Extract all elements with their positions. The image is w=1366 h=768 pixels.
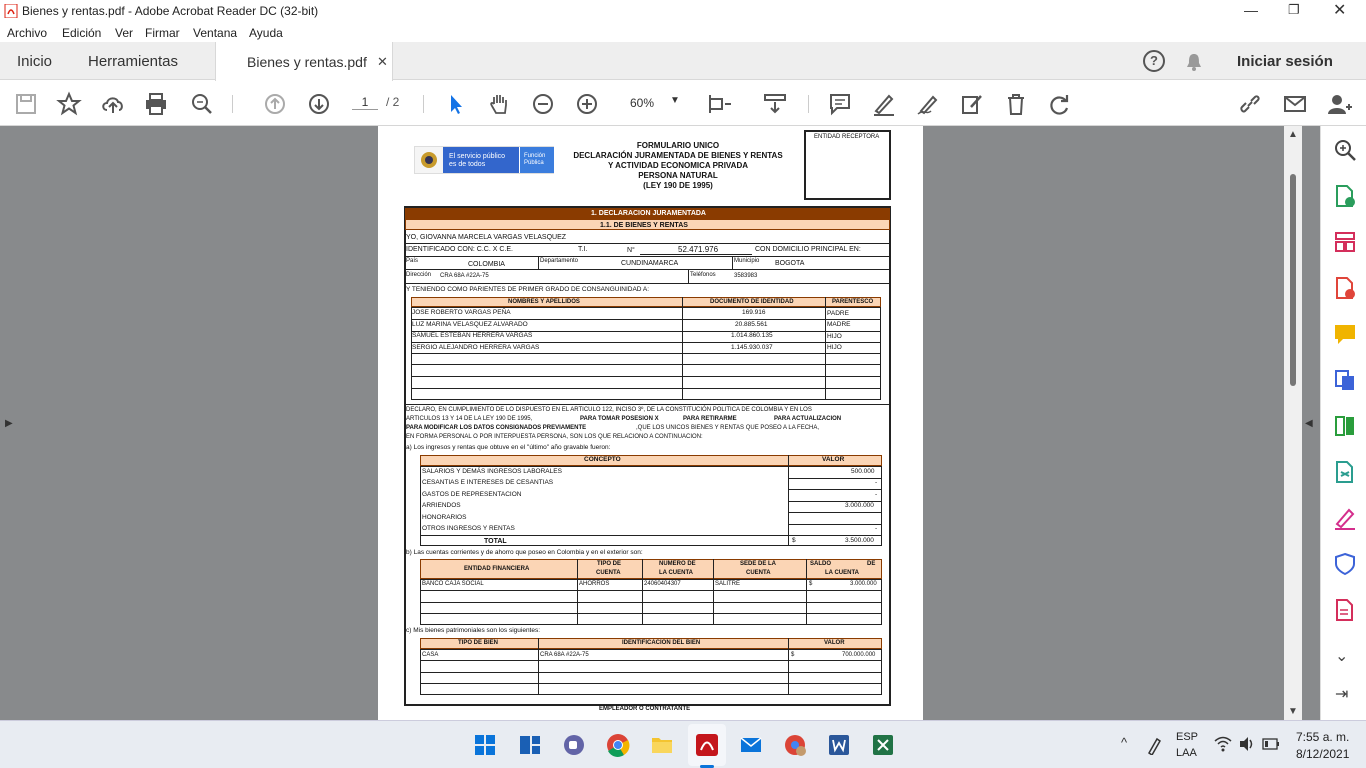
total-currency: $: [792, 537, 796, 544]
table-cell: MADRE: [827, 321, 851, 328]
minimize-button[interactable]: —: [1244, 2, 1258, 18]
tab-bar: [0, 42, 1366, 80]
row-line: [420, 602, 882, 603]
valor-cell: 500.000: [851, 468, 875, 475]
row-line: [405, 269, 890, 270]
valor-cell: 3.000.000: [845, 502, 874, 509]
table-cell: 1.014.860.135: [731, 332, 773, 339]
col-header: CONCEPTO: [584, 456, 621, 463]
highlight-pen-icon[interactable]: [871, 91, 897, 117]
taskbar: [0, 720, 1366, 768]
concepto-cell: ARRIENDOS: [422, 502, 461, 509]
hand-tool-icon[interactable]: [486, 91, 512, 117]
declarant-name: YO, GIOVANNA MARCELA VARGAS VELASQUEZ: [406, 234, 567, 241]
title-line: PERSONA NATURAL: [638, 171, 718, 180]
close-tab-icon[interactable]: ✕: [377, 54, 388, 69]
cloud-upload-icon[interactable]: [100, 91, 126, 117]
title-line: Y ACTIVIDAD ECONOMICA PRIVADA: [607, 161, 748, 170]
organize-pages-icon[interactable]: [1333, 230, 1357, 254]
tab-inicio[interactable]: Inicio: [17, 53, 53, 70]
table-cell: 3.000.000: [850, 581, 877, 587]
table-cell: AHORROS: [579, 581, 610, 587]
id-type: IDENTIFICADO CON: C.C. X C.E.: [406, 246, 513, 253]
toolbar: [0, 81, 1366, 126]
table-cell: 169.916: [742, 309, 766, 316]
logo-text-2: es de todos: [449, 161, 486, 168]
concepto-cell: GASTOS DE REPRESENTACION: [422, 491, 522, 498]
volume-icon[interactable]: [1238, 736, 1256, 752]
table-cell: PADRE: [827, 310, 849, 317]
create-pdf-icon[interactable]: [1333, 276, 1357, 300]
signin-button[interactable]: Iniciar sesión: [1237, 53, 1333, 70]
subsection-header: [405, 219, 890, 230]
domicilio-label: CON DOMICILIO PRINCIPAL EN:: [755, 246, 861, 253]
trash-icon[interactable]: [1003, 91, 1029, 117]
telefono-value: 3583983: [734, 273, 758, 279]
wifi-icon[interactable]: [1214, 736, 1232, 752]
pais-value: COLOMBIA: [468, 261, 505, 268]
toolbar-divider: [808, 95, 809, 113]
parientes-header-row: [411, 297, 881, 307]
mail-taskbar-icon[interactable]: [739, 733, 763, 757]
toolbar-divider: [423, 95, 424, 113]
acrobat-icon: [4, 4, 18, 18]
coat-of-arms-icon: [415, 147, 443, 173]
task-view-icon[interactable]: [518, 733, 542, 757]
depto-value: CUNDINAMARCA: [621, 260, 679, 267]
declaro-option: PARA MODIFICAR LOS DATOS CONSIGNADOS PREVIAMENTE: [406, 425, 587, 431]
section-c-title: c) Mis bienes patrimoniales son los siguientes:: [406, 627, 541, 634]
logo-servicio: [443, 147, 519, 173]
expand-chevron-icon[interactable]: ⌄: [1335, 648, 1349, 665]
compare-icon[interactable]: [1333, 414, 1357, 438]
table-cell: SAMUEL ESTEBAN HERRERA VARGAS: [412, 332, 533, 339]
col-header: PARENTESCO: [832, 299, 874, 305]
menu-edicion[interactable]: Edición: [62, 26, 102, 40]
table-cell: CASA: [422, 652, 439, 658]
col-line: [788, 638, 789, 695]
valor-cell: -: [875, 479, 878, 486]
page-down-icon[interactable]: [306, 91, 332, 117]
zoom-out-icon[interactable]: [530, 91, 556, 117]
doc-number: 52.471.976: [678, 245, 719, 254]
combine-files-icon[interactable]: [1333, 368, 1357, 392]
row-line: [411, 342, 881, 343]
row-line: [411, 376, 881, 377]
clock-date[interactable]: 8/12/2021: [1296, 747, 1350, 761]
col-header: ENTIDAD FINANCIERA: [464, 566, 530, 572]
concepto-cell: OTROS INGRESOS Y RENTAS: [422, 525, 515, 532]
municipio-value: BOGOTA: [775, 260, 805, 267]
draw-sign-icon[interactable]: [915, 91, 941, 117]
col-line: [577, 559, 578, 625]
word-icon[interactable]: [827, 733, 851, 757]
row-line: [405, 283, 890, 284]
valor-cell: -: [875, 525, 878, 532]
col-line: [538, 638, 539, 695]
section-a-title: a) Los ingresos y rentas que obtuve en el "último" año gravable fueron:: [406, 444, 611, 451]
zoom-select[interactable]: 60%: [630, 96, 655, 110]
entity-label: ENTIDAD RECEPTORA: [814, 134, 880, 140]
select-cursor-icon[interactable]: [443, 91, 469, 117]
fill-sign-icon[interactable]: [1333, 506, 1357, 530]
concepto-cell: HONORARIOS: [422, 514, 467, 521]
declaro-option: PARA RETIRARME: [683, 416, 737, 422]
page-number-input[interactable]: 1: [352, 95, 378, 110]
total-value: 3.500.000: [845, 537, 874, 544]
table-cell: HIJO: [827, 344, 842, 351]
window-title: Bienes y rentas.pdf - Adobe Acrobat Reader DC (32-bit): [22, 4, 319, 18]
star-icon[interactable]: [56, 91, 82, 117]
row-line: [405, 404, 890, 405]
comment-panel-icon[interactable]: [1333, 322, 1357, 346]
row-line: [420, 672, 882, 673]
section-header: [405, 208, 890, 219]
teams-chat-icon[interactable]: [562, 733, 586, 757]
declaro-text: DECLARO, EN CUMPLIMIENTO DE LO DISPUESTO EN EL ARTICULO 122, INCISO 3º, DE LA CONSTITUCIÓN POLITICA DE COLOMBIA Y EN LOS: [406, 407, 812, 413]
row-line: [411, 364, 881, 365]
row-line: [411, 388, 881, 389]
edit-pdf-icon[interactable]: [959, 91, 985, 117]
mail-icon[interactable]: [1282, 91, 1308, 117]
table-cell: LUZ MARINA VELASQUEZ ALVARADO: [412, 321, 528, 328]
collapse-panel-icon[interactable]: ⇥: [1335, 686, 1349, 703]
zoom-search-icon[interactable]: [189, 91, 215, 117]
send-file-icon[interactable]: [1333, 460, 1357, 484]
row-line: [788, 512, 882, 513]
menu-bar: [0, 22, 1366, 42]
row-line: [420, 660, 882, 661]
menu-archivo[interactable]: Archivo: [7, 26, 48, 40]
chevron-down-icon[interactable]: ▼: [670, 95, 680, 106]
table-cell: 1.145.930.037: [731, 344, 773, 351]
scroll-up-icon[interactable]: ▲: [1288, 129, 1298, 140]
form-title: [568, 140, 788, 191]
section-b-title: b) Las cuentas corrientes y de ahorro que poseo en Colombia y en el exterior son:: [406, 549, 643, 556]
row-line: [411, 319, 881, 320]
chrome-profile-icon[interactable]: [783, 733, 807, 757]
cell-divider: [688, 270, 689, 283]
footer-label: EMPLEADOR O CONTRATANTE: [599, 706, 691, 712]
restore-button[interactable]: ❐: [1288, 2, 1300, 17]
subsection-title: 1.1. DE BIENES Y RENTAS: [600, 222, 688, 229]
page-total: / 2: [386, 95, 400, 109]
ingresos-header-row: [420, 455, 882, 466]
logo-fp-2: Pública: [524, 160, 544, 166]
col-line: [806, 559, 807, 625]
logo-text-1: El servicio público: [449, 153, 506, 160]
menu-firmar[interactable]: Firmar: [145, 26, 180, 40]
left-panel-toggle-icon[interactable]: ▶: [5, 418, 13, 429]
scroll-thumb[interactable]: [1290, 174, 1296, 386]
windows-start-icon[interactable]: [473, 733, 497, 757]
menu-ayuda[interactable]: Ayuda: [249, 26, 283, 40]
toolbar-divider: [232, 95, 233, 113]
concepto-cell: CESANTIAS E INTERESES DE CESANTIAS: [422, 479, 554, 486]
chrome-icon[interactable]: [606, 733, 630, 757]
table-cell: SERGIO ALEJANDRO HERRERA VARGAS: [412, 344, 540, 351]
col-header: DOCUMENTO DE IDENTIDAD: [710, 299, 794, 305]
row-line: [788, 524, 882, 525]
total-label: TOTAL: [484, 538, 507, 545]
direccion-value: CRA 68A #22A-75: [440, 273, 489, 279]
no-label: N°: [627, 247, 635, 254]
table-cell: SALITRE: [715, 581, 741, 587]
row-line: [788, 478, 882, 479]
table-cell: 24060404307: [644, 581, 681, 587]
row-line: [420, 613, 882, 614]
tab-document-label: Bienes y rentas.pdf: [247, 54, 367, 70]
table-cell: HIJO: [827, 333, 842, 340]
concepto-cell: SALARIOS Y DEMÁS INGRESOS LABORALES: [422, 468, 562, 475]
zoom-in-icon[interactable]: [574, 91, 600, 117]
logo-funcion-publica: [520, 147, 554, 173]
right-tools-panel: [1320, 126, 1366, 720]
menu-ventana[interactable]: Ventana: [193, 26, 238, 40]
declaro-option: PARA ACTUALIZACION: [774, 416, 842, 422]
logo-fp-1: Función: [524, 153, 546, 159]
logo-box: [414, 146, 554, 174]
telefono-label: Teléfonos: [690, 272, 716, 278]
ti-label: T.I.: [578, 246, 588, 253]
excel-icon[interactable]: [871, 733, 895, 757]
col-header: TIPO DE: [597, 561, 622, 567]
table-cell: BANCO CAJA SOCIAL: [422, 581, 484, 587]
declaro-text: ARTICULOS 13 Y 14 DE LA LEY 190 DE 1995,: [406, 416, 533, 422]
tab-herramientas[interactable]: Herramientas: [88, 53, 179, 70]
help-icon[interactable]: ?: [1143, 50, 1165, 72]
table-cell: $: [809, 581, 813, 587]
declaro-option: PARA TOMAR POSESION X: [580, 416, 659, 422]
vertical-scrollbar[interactable]: [1284, 126, 1302, 720]
pais-label: País: [406, 258, 419, 264]
bell-icon[interactable]: [1185, 52, 1203, 72]
parientes-intro: Y TENIENDO COMO PARIENTES DE PRIMER GRADO DE CONSANGUINIDAD A:: [406, 286, 650, 293]
tray-chevron-up-icon[interactable]: ^: [1121, 735, 1128, 750]
language-code[interactable]: ESP: [1176, 731, 1199, 743]
link-icon[interactable]: [1237, 91, 1263, 117]
right-panel-toggle-icon[interactable]: ◀: [1305, 418, 1313, 429]
save-icon[interactable]: [13, 91, 39, 117]
title-line: DECLARACIÓN JURAMENTADA DE BIENES Y RENTAS: [573, 151, 783, 160]
col-header: LA CUENTA: [659, 570, 693, 576]
declaro-text: ,QUE LOS UNICOS BIENES Y RENTAS QUE POSEO A LA FECHA,: [636, 425, 820, 431]
col-header: SALDO: [810, 561, 831, 567]
row-line: [405, 243, 890, 244]
col-header: LA CUENTA: [825, 570, 859, 576]
pen-tray-icon[interactable]: [1145, 735, 1161, 755]
col-header: SEDE DE LA: [740, 561, 777, 567]
col-header: NUMERO DE: [659, 561, 696, 567]
close-window-button[interactable]: ✕: [1333, 2, 1347, 19]
table-cell: 700.000.000: [842, 652, 876, 658]
page-up-icon[interactable]: [262, 91, 288, 117]
title-line: (LEY 190 DE 1995): [643, 181, 713, 190]
more-tools-icon[interactable]: [1333, 598, 1357, 622]
row-line: [411, 353, 881, 354]
table-cell: JOSE ROBERTO VARGAS PEÑA: [412, 309, 511, 316]
tab-document[interactable]: [215, 42, 393, 81]
col-header: VALOR: [822, 456, 845, 463]
col-header: IDENTIFICACION DEL BIEN: [622, 640, 701, 646]
entity-box: [804, 130, 891, 200]
col-header: CUENTA: [746, 570, 771, 576]
underline: [640, 254, 752, 255]
valor-cell: -: [875, 491, 878, 498]
row-line: [420, 535, 882, 536]
acrobat-taskbar-icon[interactable]: [695, 733, 719, 757]
col-header: NOMBRES Y APELLIDOS: [508, 299, 580, 305]
col-line: [825, 297, 826, 400]
col-header: VALOR: [824, 640, 845, 646]
row-line: [420, 590, 882, 591]
row-line: [420, 683, 882, 684]
cell-divider: [732, 257, 733, 269]
redo-icon[interactable]: [1047, 91, 1073, 117]
title-bar: [0, 0, 1366, 22]
municipio-label: Municipio: [734, 258, 760, 264]
depto-label: Departamento: [540, 258, 579, 264]
fit-page-icon[interactable]: [706, 91, 732, 117]
keyboard-layout[interactable]: LAA: [1176, 747, 1197, 759]
row-line: [405, 256, 890, 257]
export-pdf-icon[interactable]: [1333, 184, 1357, 208]
file-explorer-icon[interactable]: [650, 733, 674, 757]
col-line: [682, 297, 683, 400]
cell-divider: [538, 257, 539, 269]
col-line: [713, 559, 714, 625]
scroll-mode-icon[interactable]: [762, 91, 788, 117]
menu-ver[interactable]: Ver: [115, 26, 134, 40]
search-icon[interactable]: [1333, 138, 1357, 162]
col-line: [642, 559, 643, 625]
col-header: TIPO DE BIEN: [458, 640, 499, 646]
direccion-label: Dirección: [406, 272, 432, 278]
table-cell: 20.885.561: [735, 321, 768, 328]
battery-icon[interactable]: [1262, 738, 1280, 750]
clock-time[interactable]: 7:55 a. m.: [1296, 730, 1350, 744]
scroll-down-icon[interactable]: ▼: [1288, 706, 1298, 717]
section-title: 1. DECLARACION JURAMENTADA: [591, 210, 706, 217]
pdf-page: [378, 126, 923, 720]
print-icon[interactable]: [143, 91, 169, 117]
table-cell: CRA 68A #22A-75: [540, 652, 589, 658]
row-line: [788, 489, 882, 490]
col-header: DE: [867, 561, 876, 567]
title-line: FORMULARIO UNICO: [636, 141, 720, 150]
declaro-text: EN FORMA PERSONAL O POR INTERPUESTA PERSONA, SON LOS QUE RELACIONO A CONTINUACION:: [406, 434, 703, 440]
protect-icon[interactable]: [1333, 552, 1357, 576]
add-user-icon[interactable]: [1326, 91, 1352, 117]
comment-icon[interactable]: [827, 91, 853, 117]
table-cell: $: [791, 652, 795, 658]
col-header: CUENTA: [596, 570, 621, 576]
